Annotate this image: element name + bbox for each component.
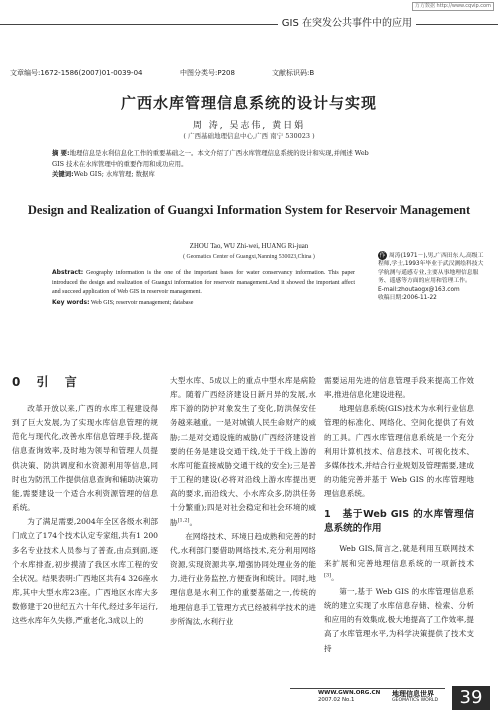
title-english: Design and Realization of Guangxi Information System for Reservoir Management [27, 203, 471, 217]
abstract-chinese [52, 148, 370, 180]
affiliation-chinese: ( 广西基础地理信息中心,广西 南宁 530023 ) [183, 132, 315, 140]
header-rule [0, 24, 498, 25]
abstract-english [52, 268, 355, 308]
footer-url: WWW.GWN.ORG.CN [318, 690, 381, 696]
keywords-en-label: Key words: [52, 298, 90, 306]
paragraph: 第一,基于 Web GIS 的水库管理信息系统的建立实现了水库信息存储、检索、分析和应用的有效集成,极大地提高了工作效率,提高了水库管理水平,为科学决策提供了技术支持 [324, 586, 474, 653]
bio-marker: 作 [379, 252, 386, 259]
paragraph: 地理信息系统(GIS)技术为水利行业信息管理的标准化、网络化、空间化提供了有效的工具。广西水库管理信息系统是一个充分利用计算机技术、信息技术、可视化技术、多媒体技术,并结合行业规划及管理需要,建成的功能完善并基于 Web GIS 的水库管理地理信息系统。 [324, 404, 474, 499]
paragraph: 需要运用先进的信息管理手段来提高工作效率,推进信息化建设进程。 [324, 376, 474, 400]
citation: [1,2] [177, 517, 190, 524]
page-number: 39 [452, 686, 490, 710]
paragraph: 为了满足需要,2004年全区各级水利部门成立了174个技术认定专家组,共有1 200多名专业技术人员参与了普查,由点到面,逐个水库排查,初步摸清了我区水库工程的安全状况。结果表明:广西地区共有4 326座水库,其中大型水库23座。广西地区水库大多数修建于20世纪五六十年代,经过多年运行,这些水库年久失修,严重老化,3成以上的 [12, 517, 158, 626]
running-head: GIS 在突发公共事件中的应用 [278, 14, 416, 29]
title-chinese: 广西水库管理信息系统的设计与实现 [120, 94, 377, 112]
authors-english: ZHOU Tao, WU Zhi-wei, HUANG Ri-juan [189, 243, 309, 250]
bio-email: E-mail:zhoutaogx@163.com [378, 286, 460, 293]
bio-text: 周涛(1971－),男,广西田东人,高级工程师,学士,1993年毕业于武汉测绘科技大学航测与遥感专业,主要从事地理信息服务、遥感等方面的应用和管理工作。 [378, 253, 484, 285]
watermark-stamp: 万方数据 http://www.cqvip.com [412, 2, 494, 11]
journal-name-english: GEOMATICS WORLD [392, 698, 439, 703]
citation: [3] [324, 572, 332, 579]
paragraph: 改革开放以来,广西的水库工程建设得到了巨大发展,为了实现水库信息管理的规范化与现代化,改善水库信息管理手段,提高信息查询效率,及时地为领导和管理人员提供决策、防洪调度和水资源利用等信息,同时也为防汛工作提供信息查询和辅助决策功能,需要建设一个适合水利资源管理的信息系统。 [12, 404, 158, 513]
body-column-3 [324, 374, 474, 656]
abstract-text: 地理信息是水利信息化工作的重要基础之一。本文介绍了广西水库管理信息系统的设计和实现,并阐述 Web GIS 技术在水库管理中的重要作用和成功应用。 [52, 149, 369, 168]
journal-name: 地理信息世界 [392, 690, 434, 698]
authors-chinese: 周 涛, 吴志伟, 黄日娟 [192, 121, 306, 131]
affiliation-english: ( Geomatics Center of Guangxi,Nanning 530023,China ) [183, 254, 315, 260]
author-bio [378, 251, 488, 302]
abstract-en-label: Abstract: [52, 269, 84, 276]
body-column-1 [12, 374, 158, 629]
paragraph: Web GIS,简言之,就是利用互联网技术来扩展和完善地理信息系统的一项新技术[3]。 [324, 544, 474, 582]
bio-received-date: 收稿日期:2006-11-22 [378, 295, 437, 302]
keywords-en-text: Web GIS; reservoir management; database [90, 299, 194, 306]
keywords-text: Web GIS; 水库管理; 数据库 [73, 170, 155, 178]
footer-issue: 2007.02 No.1 [318, 697, 355, 703]
classification-number: 中图分类号:P208 [180, 69, 235, 77]
paragraph: 大型水库、5成以上的重点中型水库是病险库。随着广西经济建设日新月异的发展,水库下游的防护对象发生了变化,防洪保安任务越来越重。一是对城镇人民生命财产的威胁;二是对交通设施的威胁(广西经济建设首要的任务是建设交通干线,处于干线上游的水库可能直接威胁交通干线的安全);三是普于工程的建设(必将对沿线上游水库提出更高的要求,而沿线大、小水库众多,防洪任务十分繁重);四是对社会稳定和社会环境的威胁[1,2]。 [170, 376, 316, 527]
paragraph: 在网络技术、环境日趋成熟和完善的时代,水利部门要借助网络技术,充分利用网络资源,实现资源共享,增强协同处理业务的能力,进行业务监控,方便查询和统计。同时,地理信息是水利工作的重要基础之一,传统的地理信息手工管理方式已经被科学技术的进步所淘汰,水利行业 [170, 531, 316, 626]
article-number: 文章编号:1672-1586(2007)01-0039-04 [10, 69, 143, 77]
abstract-en-text: Geography information is the one of the important bases for water conservancy information. This paper introduced the design and realization of Guangxi information for reservoir management.And it showed the important affect and succeed application of Web GIS in reservoir management. [52, 270, 356, 296]
body-column-2 [170, 374, 316, 629]
abstract-label: 摘 要: [52, 149, 70, 157]
intro-heading: 0 引 言 [12, 375, 83, 389]
section-heading: 1 基于Web GIS 的水库管理信息系统的作用 [324, 509, 474, 535]
document-code: 文献标识码:B [272, 69, 315, 77]
keywords-label: 关键词: [52, 170, 74, 178]
